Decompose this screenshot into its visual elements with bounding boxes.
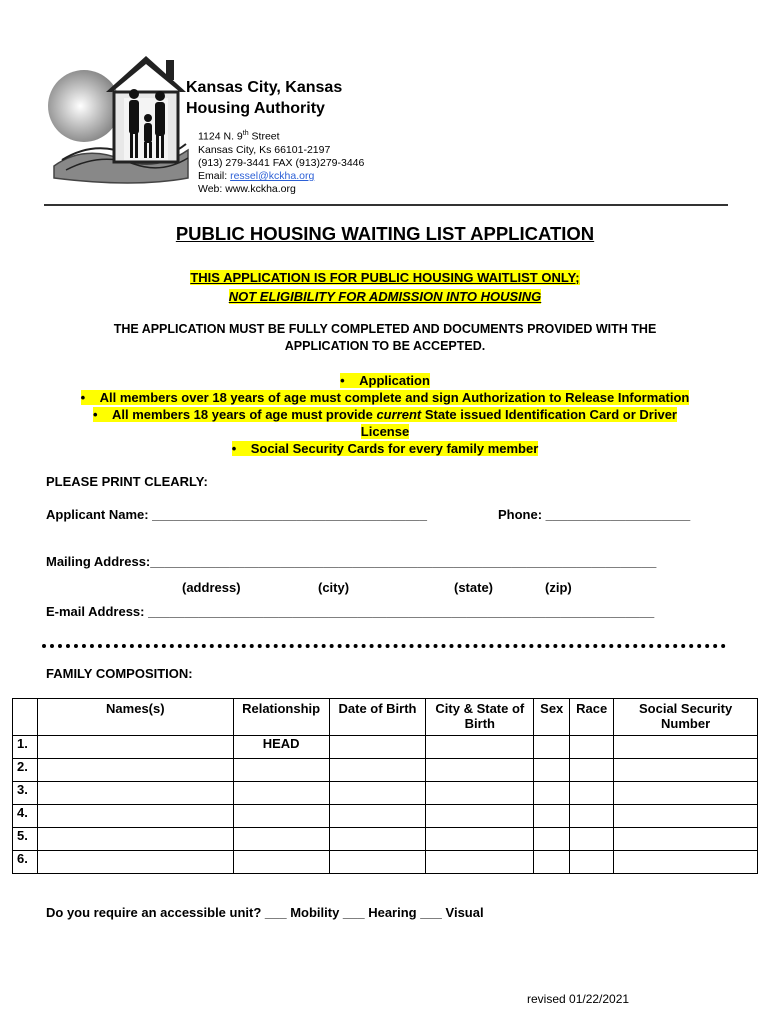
notice-line-2: NOT ELIGIBILITY FOR ADMISSION INTO HOUSING: [228, 289, 542, 304]
sex-cell[interactable]: [534, 759, 570, 782]
column-header-number: [13, 699, 38, 736]
family-composition-table: [12, 698, 758, 874]
dob-cell[interactable]: [329, 851, 426, 874]
table-row: [13, 851, 758, 874]
dob-cell[interactable]: [329, 828, 426, 851]
table-header-row: [13, 699, 758, 736]
city-state-zip: Kansas City, Ks 66101-2197: [198, 144, 331, 156]
ssn-cell[interactable]: [614, 805, 758, 828]
race-cell[interactable]: [570, 851, 614, 874]
birthplace-cell[interactable]: [426, 828, 534, 851]
sex-cell[interactable]: [534, 828, 570, 851]
column-header-names: Names(s): [37, 699, 233, 736]
state-sublabel: (state): [454, 580, 494, 595]
name-cell[interactable]: [37, 851, 233, 874]
kckha-logo-image: [44, 48, 194, 186]
sex-cell[interactable]: [534, 782, 570, 805]
table-row: [13, 828, 758, 851]
address-sublabel: (address): [182, 580, 241, 595]
table-row: [13, 736, 758, 759]
table-row: [13, 759, 758, 782]
birthplace-cell[interactable]: [426, 759, 534, 782]
applicant-name-field[interactable]: Applicant Name: ______________________________________: [46, 507, 427, 522]
row-number: 6.: [13, 851, 38, 874]
column-header-race: Race: [570, 699, 614, 736]
name-cell[interactable]: [37, 736, 233, 759]
relationship-cell[interactable]: [233, 828, 329, 851]
print-clearly-label: PLEASE PRINT CLEARLY:: [46, 474, 208, 489]
family-composition-heading: FAMILY COMPOSITION:: [46, 666, 193, 681]
relationship-cell[interactable]: [233, 851, 329, 874]
requirement-notice: THE APPLICATION MUST BE FULLY COMPLETED AND DOCUMENTS PROVIDED WITH THE APPLICATION TO BE ACCEPTED.: [113, 322, 657, 353]
mailing-address-field[interactable]: Mailing Address:______________________________________________________________________: [46, 554, 657, 569]
ssn-cell[interactable]: [614, 736, 758, 759]
race-cell[interactable]: [570, 759, 614, 782]
ssn-cell[interactable]: [614, 759, 758, 782]
column-header-ssn: Social Security Number: [614, 699, 758, 736]
ssn-cell[interactable]: [614, 828, 758, 851]
sex-cell[interactable]: [534, 736, 570, 759]
email-address-field[interactable]: E-mail Address: ______________________________________________________________________: [46, 604, 655, 619]
name-cell[interactable]: [37, 805, 233, 828]
relationship-cell[interactable]: HEAD: [233, 736, 329, 759]
city-sublabel: (city): [318, 580, 350, 595]
ssn-cell[interactable]: [614, 851, 758, 874]
header-divider: [44, 204, 728, 206]
name-cell[interactable]: [37, 759, 233, 782]
notice-line-1: THIS APPLICATION IS FOR PUBLIC HOUSING WAITLIST ONLY;: [190, 270, 580, 285]
race-cell[interactable]: [570, 828, 614, 851]
table-row: [13, 782, 758, 805]
revision-date: revised 01/22/2021: [527, 992, 630, 1006]
phone-fax: (913) 279-3441 FAX (913)279-3446: [198, 157, 365, 169]
email-line: Email: ressel@kckha.org: [198, 170, 315, 182]
row-number: 5.: [13, 828, 38, 851]
bullet-authorization: • All members over 18 years of age must complete and sign Authorization to Release Information: [80, 390, 690, 405]
column-header-relationship: Relationship: [233, 699, 329, 736]
sex-cell[interactable]: [534, 805, 570, 828]
birthplace-cell[interactable]: [426, 736, 534, 759]
row-number: 2.: [13, 759, 38, 782]
accessible-unit-question[interactable]: Do you require an accessible unit? ___ Mobility ___ Hearing ___ Visual: [46, 905, 484, 920]
dob-cell[interactable]: [329, 736, 426, 759]
org-name-line2: Housing Authority: [186, 100, 325, 117]
race-cell[interactable]: [570, 782, 614, 805]
dob-cell[interactable]: [329, 782, 426, 805]
race-cell[interactable]: [570, 736, 614, 759]
email-link[interactable]: ressel@kckha.org: [230, 170, 315, 182]
column-header-sex: Sex: [534, 699, 570, 736]
phone-field[interactable]: Phone: ____________________: [498, 507, 691, 522]
birthplace-cell[interactable]: [426, 851, 534, 874]
birthplace-cell[interactable]: [426, 805, 534, 828]
row-number: 1.: [13, 736, 38, 759]
bullet-application: • Application: [340, 373, 430, 388]
bullet-identification: • All members 18 years of age must provide current State issued Identification Card or Driver: [93, 407, 677, 422]
bullet-identification-cont: License: [360, 424, 410, 439]
relationship-cell[interactable]: [233, 782, 329, 805]
sex-cell[interactable]: [534, 851, 570, 874]
dob-cell[interactable]: [329, 759, 426, 782]
dotted-separator: [42, 644, 726, 648]
birthplace-cell[interactable]: [426, 782, 534, 805]
race-cell[interactable]: [570, 805, 614, 828]
bullet-social-security: • Social Security Cards for every family member: [231, 441, 539, 456]
street-address: 1124 N. 9th Street: [198, 130, 280, 143]
zip-sublabel: (zip): [545, 580, 572, 595]
name-cell[interactable]: [37, 828, 233, 851]
column-header-birthplace: City & State of Birth: [426, 699, 534, 736]
column-header-dob: Date of Birth: [329, 699, 426, 736]
row-number: 4.: [13, 805, 38, 828]
org-name-line1: Kansas City, Kansas: [186, 79, 343, 96]
dob-cell[interactable]: [329, 805, 426, 828]
relationship-cell[interactable]: [233, 759, 329, 782]
row-number: 3.: [13, 782, 38, 805]
form-title: PUBLIC HOUSING WAITING LIST APPLICATION: [175, 223, 595, 244]
relationship-cell[interactable]: [233, 805, 329, 828]
ssn-cell[interactable]: [614, 782, 758, 805]
table-row: [13, 805, 758, 828]
name-cell[interactable]: [37, 782, 233, 805]
web-line: Web: www.kckha.org: [198, 183, 296, 195]
